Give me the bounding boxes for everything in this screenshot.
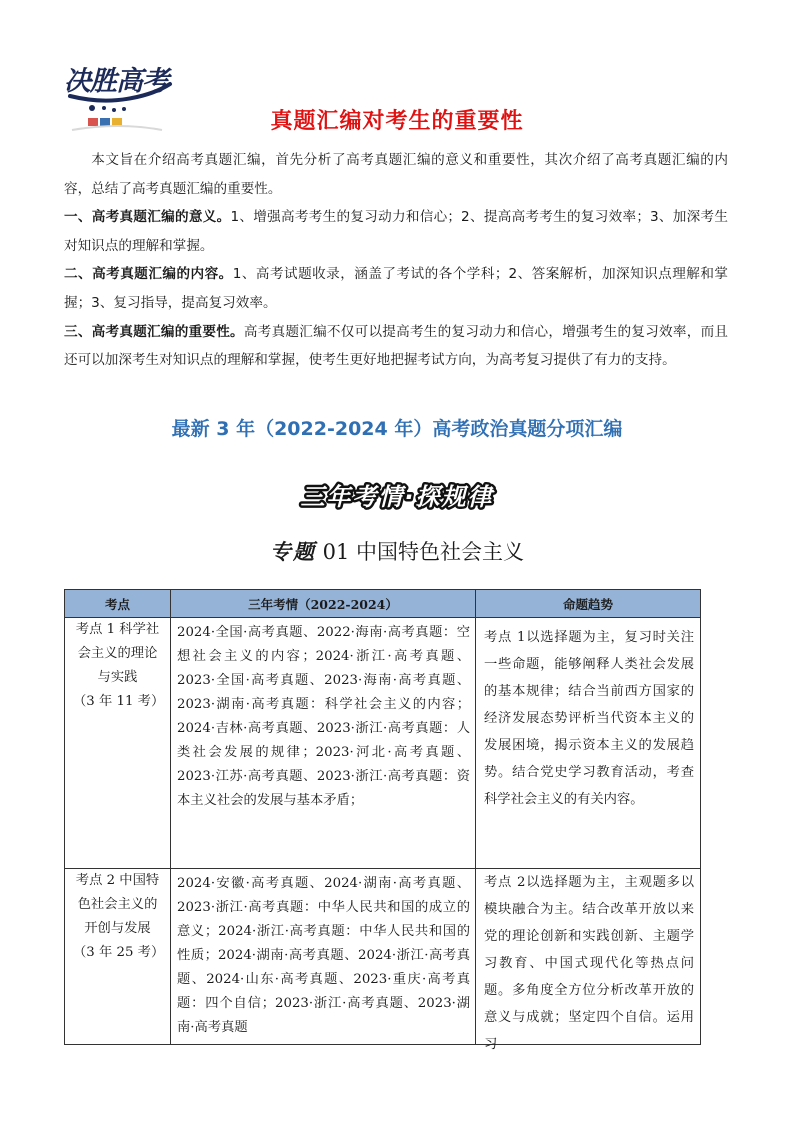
kaodian-count: （3 年 11 考） bbox=[73, 694, 165, 709]
content-text: 1、高考试题收录，涵盖了考试的各个学科；2、答案解析，加深知识点理解和掌握；3、复习指导，提高复习效率。 bbox=[64, 266, 729, 311]
importance-text: 高考真题汇编不仅可以提高考生的复习动力和信心，增强考生的复习效率，而且还可以加深考生对知识点的理解和掌握，使考生更好地把握考试方向，为高考复习提供了有力的支持。 bbox=[64, 323, 729, 369]
kaodian-name: 考点 2 中国特色社会主义的开创与发展 bbox=[75, 873, 160, 936]
kaodian-count: （3 年 25 考） bbox=[73, 945, 165, 960]
table-row bbox=[65, 869, 701, 1045]
intro-meaning-paragraph bbox=[64, 203, 728, 260]
intro-content-paragraph bbox=[64, 260, 728, 317]
meaning-text: 1、增强高考考生的复习动力和信心；2、提高高考考生的复习效率；3、加深考生对知识点的理解和掌握。 bbox=[64, 209, 728, 254]
collection-subtitle: 最新 3 年（2022-2024 年）高考政治真题分项汇编 bbox=[171, 418, 623, 440]
banner-text: 三年考情·探规律 bbox=[300, 483, 494, 511]
document-title: 真题汇编对考生的重要性 bbox=[270, 109, 524, 134]
exam-analysis-table bbox=[64, 589, 701, 1052]
header-kaodian: 考点 bbox=[65, 590, 171, 618]
banner-graphic bbox=[267, 474, 527, 516]
kaoqing-cell: 2024·全国·高考真题、2022·海南·高考真题：空想社会主义的内容；2024·浙江·高考真题、2023·全国·高考真题、2023·海南·高考真题、2023·湖南·高考真题：科学社会主义的内容；2024·吉林·高考真题、2023·浙江·高考真题：人类社会发展的规律；2023·河北·高考真题、2023·江苏·高考真题、2023·浙江·高考真题：资本主义社会的发展与基本矛盾； bbox=[171, 618, 476, 869]
topic-prefix: 专题 bbox=[269, 539, 316, 564]
intro-paragraph: 本文旨在介绍高考真题汇编，首先分析了高考真题汇编的意义和重要性，其次介绍了高考真题汇编的内容，总结了高考真题汇编的重要性。 bbox=[64, 152, 728, 197]
qushi-cell: 考点 1以选择题为主，复习时关注一些命题，能够阐释人类社会发展的基本规律；结合当前西方国家的经济发展态势评析当代资本主义的发展困境，揭示资本主义的发展趋势。结合党史学习教育活动，考查科学社会主义的有关内容。 bbox=[476, 618, 701, 869]
kaodian-cell bbox=[65, 869, 171, 1045]
meaning-heading: 一、高考真题汇编的意义。 bbox=[64, 209, 231, 226]
table-row bbox=[65, 618, 701, 869]
kaoqing-cell bbox=[171, 869, 476, 1045]
topic-name: 01 中国特色社会主义 bbox=[322, 540, 525, 564]
banner bbox=[0, 474, 794, 520]
importance-heading: 三、高考真题汇编的重要性。 bbox=[64, 323, 244, 340]
content-heading: 二、高考真题汇编的内容。 bbox=[64, 266, 233, 283]
header-qushi: 命题趋势 bbox=[476, 590, 701, 618]
topic-title bbox=[0, 536, 794, 566]
table-header-row bbox=[65, 590, 701, 618]
kaoqing-text: 2024·安徽·高考真题、2024·湖南·高考真题、2023·浙江·高考真题：中华人民共和国的成立的意义；2024·浙江·高考真题：中华人民共和国的性质；2024·湖南·高考真题、2024·浙江·高考真题、2024·山东·高考真题、2023·重庆·高考真题：四个自信；2023·浙江·高考真题、2023·湖南·高考真题 bbox=[177, 876, 470, 1035]
svg-text:决胜高考: 决胜高考 bbox=[64, 66, 168, 97]
qushi-text: 考点 2以选择题为主，主观题多以模块融合为主。结合改革开放以来党的理论创新和实践创新、主题学习教育、中国式现代化等热点问题。多角度全方位分析改革开放的意义与成就；坚定四个自信。运用习 bbox=[484, 875, 694, 1052]
qushi-cell bbox=[476, 869, 701, 1052]
intro-section bbox=[64, 146, 728, 375]
intro-importance-paragraph bbox=[64, 318, 728, 375]
kaodian-cell bbox=[65, 618, 171, 869]
header-kaoqing: 三年考情（2022-2024） bbox=[171, 590, 476, 618]
kaodian-name: 考点 1 科学社会主义的理论与实践 bbox=[75, 622, 160, 685]
